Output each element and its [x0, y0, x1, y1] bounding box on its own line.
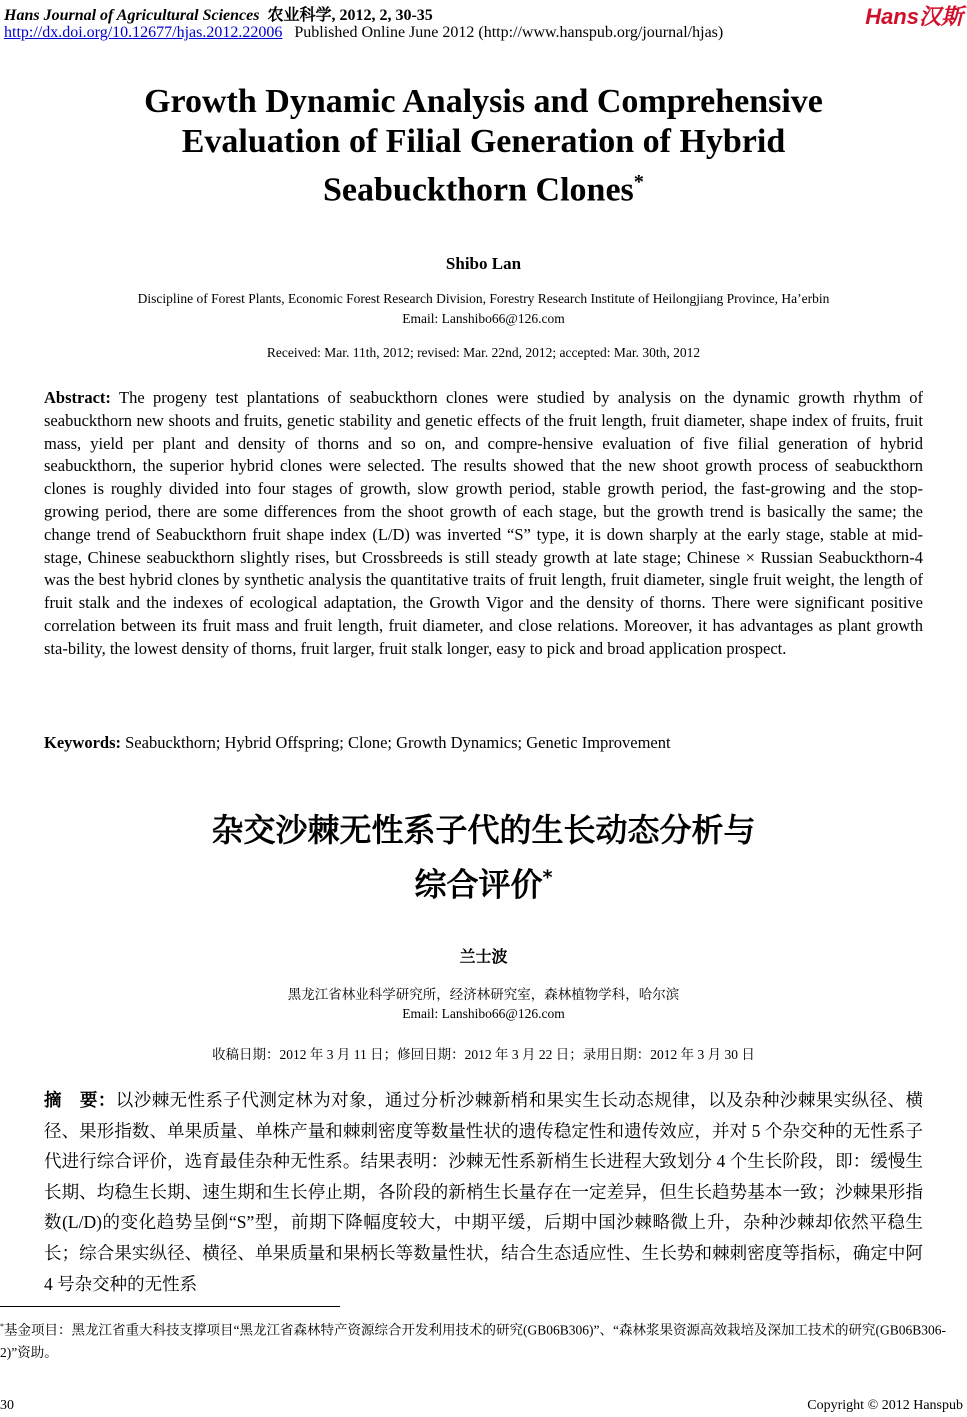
publication-line	[4, 24, 723, 42]
cn-affiliation-block	[0, 985, 967, 1023]
affiliation: Discipline of Forest Plants, Economic Forest Research Division, Forestry Research Institute of Heilongjiang Province, Ha’erbin	[137, 291, 830, 306]
affiliation-block	[0, 289, 967, 329]
keywords-label: Keywords:	[44, 733, 121, 752]
abstract	[44, 387, 923, 661]
received-dates: Received: Mar. 11th, 2012; revised: Mar. 22nd, 2012; accepted: Mar. 30th, 2012	[266, 345, 701, 360]
cn-abstract-text: 以沙棘无性系子代测定林为对象，通过分析沙棘新梢和果实生长动态规律，以及杂种沙棘果实纵径、横径、果形指数、单果质量、单株产量和棘刺密度等数量性状的遗传稳定性和遗传效应，并对 5 个杂交种的无性系子代进行综合评价，选育最佳杂种无性系。结果表明：沙棘无性系新梢生长进程大致划分 4 个生长阶段，即：缓慢生长期、均稳生长期、速生期和生长停止期，各阶段的新梢生长量存在一定差异，但生长趋势基本一致；沙棘果形指数(L/D)的变化趋势呈倒“S”型，前期下降幅度较大，中期平缓，后期中国沙棘略微上升，杂种沙棘却依然平稳生长；综合果实纵径、横径、单果质量和果柄长等数量性状，结合生态适应性、生长势和棘刺密度等指标，确定中阿 4 号杂交种的无性系	[44, 1090, 924, 1294]
title-line: Seabuckthorn Clones	[323, 171, 634, 209]
hans-logo: Hans汉斯	[865, 4, 963, 29]
page-number: 30	[0, 1398, 14, 1413]
title-line: Evaluation of Filial Generation of Hybrid	[181, 123, 786, 160]
journal-header	[4, 2, 433, 25]
keywords-text: Seabuckthorn; Hybrid Offspring; Clone; Growth Dynamics; Genetic Improvement	[125, 733, 671, 752]
cn-title	[0, 806, 967, 909]
cn-affiliation: 黑龙江省林业科学研究所，经济林研究室，森林植物学科，哈尔滨	[287, 987, 680, 1002]
abstract-text: The progeny test plantations of seabuckthorn clones were studied by analysis on the dynamic growth rhythm of seabuckthorn new shoots and fruits, genetic stability and genetic effects of the fruit length, fruit diameter, shape index of fruits, fruit mass, yield per plant and density of thorns and so on, and compre-hensive evaluation of five filial generation of hybrid seabuckthorn, the superior hybrid clones were selected. The results showed that the new shoot growth process of seabuckthorn clones is roughly divided into four stages of growth, slow growth period, stable growth period, the fast-growing and the stop-growing period, there are some differences from the shoot growth of each stage, but the growth trend is basically the same; the change trend of Seabuckthorn fruit shape index (L/D) was inverted “S” type, it is down sharply at the early stage, stable at mid-stage, Chinese seabuckthorn slightly rises, but Crossbreeds is still steady growth at late stage; Chinese × Russian Seabuckthorn-4 was the best hybrid clones by synthetic analysis the quantitative traits of fruit length, fruit diameter, single fruit weight, the length of fruit stalk and the indexes of ecological adaptation, the Growth Vigor and the density of thorns. There were significant positive correlation between its fruit mass and fruit length, fruit diameter, and close relations. Moreover, it has advantages as plant growth sta-bility, the lowest density of thorns, fruit larger, fruit stalk longer, easy to pick and broad application prospect.	[44, 388, 923, 658]
title-line: Growth Dynamic Analysis and Comprehensive	[144, 83, 823, 120]
footnote-divider	[0, 1306, 340, 1307]
cn-title-line: 综合评价	[414, 865, 543, 904]
abstract-label: Abstract:	[44, 388, 111, 407]
published-info: Published Online June 2012 (http://www.hanspub.org/journal/hjas)	[294, 24, 724, 41]
footnote-mark: *	[633, 171, 644, 193]
paper-title	[0, 82, 967, 210]
footnote	[0, 1316, 955, 1364]
email: Email: Lanshibo66@126.com	[402, 311, 565, 326]
footnote-text: 基金项目：黑龙江省重大科技支撑项目“黑龙江省森林特产资源综合开发利用技术的研究(GB06B306)”、“森林浆果资源高效栽培及深加工技术的研究(GB06B306-2)”资助。	[0, 1322, 947, 1360]
cn-title-line: 杂交沙棘无性系子代的生长动态分析与	[211, 811, 756, 849]
journal-issue: 农业科学, 2012, 2, 30-35	[267, 7, 433, 24]
journal-name: Hans Journal of Agricultural Sciences	[4, 7, 260, 24]
footnote-mark: *	[542, 866, 553, 889]
footnote-mark: *	[0, 1322, 5, 1331]
doi-link[interactable]: http://dx.doi.org/10.12677/hjas.2012.22006	[4, 24, 283, 41]
copyright: Copyright © 2012 Hanspub	[807, 1398, 963, 1413]
keywords	[44, 733, 671, 753]
author: Shibo Lan	[445, 254, 522, 273]
cn-author: 兰士波	[459, 949, 508, 966]
cn-dates: 收稿日期：2012 年 3 月 11 日；修回日期：2012 年 3 月 22 日；录用日期：2012 年 3 月 30 日	[212, 1047, 755, 1062]
cn-abstract-label: 摘 要：	[44, 1090, 116, 1110]
cn-abstract	[44, 1085, 923, 1299]
cn-email: Email: Lanshibo66@126.com	[402, 1006, 565, 1021]
